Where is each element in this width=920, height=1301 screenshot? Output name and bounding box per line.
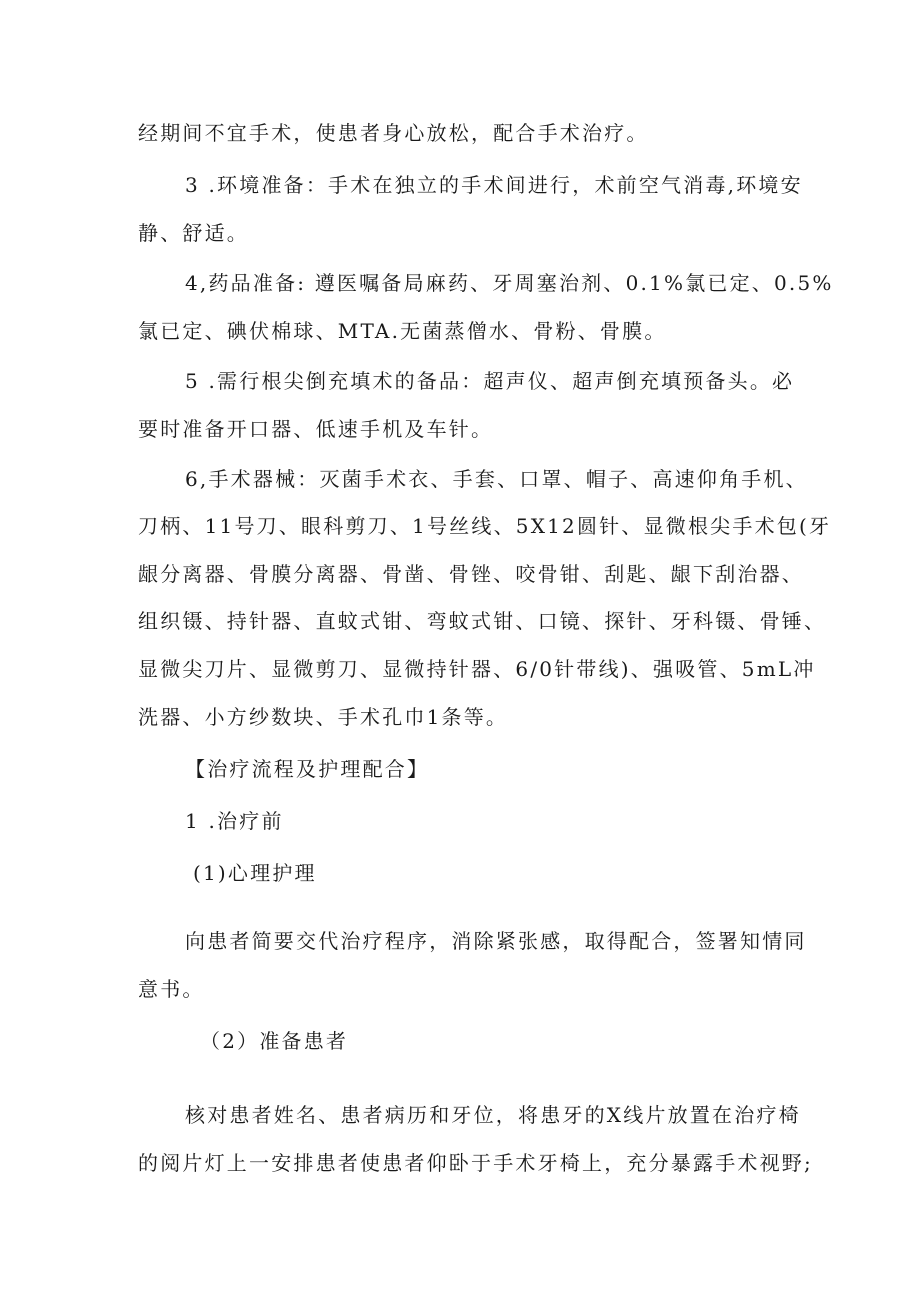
subheading-1: (1)心理护理 bbox=[193, 861, 317, 885]
text-line-18: 意书。 bbox=[138, 977, 205, 1001]
text-line-21: 的阅片灯上一安排患者使患者仰卧于手术牙椅上，充分暴露手术视野; bbox=[138, 1151, 813, 1175]
text-line-2: 3 .环境准备：手术在独立的手术间进行，术前空气消毒,环境安 bbox=[185, 173, 803, 197]
text-line-1: 经期间不宜手术，使患者身心放松，配合手术治疗。 bbox=[138, 121, 649, 145]
text-line-13: 洗器、小方纱数块、手术孔巾1条等。 bbox=[138, 705, 509, 729]
text-line-20: 核对患者姓名、患者病历和牙位，将患牙的X线片放置在治疗椅 bbox=[185, 1103, 801, 1127]
text-line-11: 组织镊、持针器、直蚊式钳、弯蚊式钳、口镜、探针、牙科镊、骨锤、 bbox=[138, 609, 827, 633]
text-line-12: 显微尖刀片、显微剪刀、显微持针器、6/0针带线)、强吸管、5mL冲 bbox=[138, 657, 816, 681]
text-line-4: 4,药品准备: 遵医嘱备局麻药、牙周塞治剂、0.1%氯已定、0.5% bbox=[185, 271, 834, 295]
section-heading: 【治疗流程及护理配合】 bbox=[185, 757, 430, 781]
text-line-9: 刀柄、11号刀、眼科剪刀、1号丝线、5X12圆针、显微根尖手术包(牙 bbox=[138, 514, 832, 538]
text-line-8: 6,手术器械：灭菌手术衣、手套、口罩、帽子、高速仰角手机、 bbox=[185, 467, 808, 491]
text-line-10: 龈分离器、骨膜分离器、骨凿、骨锉、咬骨钳、刮匙、龈下刮治器、 bbox=[138, 562, 804, 586]
text-line-6: 5 .需行根尖倒充填术的备品：超声仪、超声倒充填预备头。必 bbox=[185, 369, 795, 393]
text-line-5: 氯已定、碘伏棉球、MTA.无菌蒸僧水、骨粉、骨膜。 bbox=[138, 319, 667, 343]
text-line-3: 静、舒适。 bbox=[138, 221, 249, 245]
text-line-17: 向患者简要交代治疗程序，消除紧张感，取得配合，签署知情同 bbox=[185, 929, 807, 953]
subheading-2: （2）准备患者 bbox=[200, 1029, 349, 1053]
text-line-7: 要时准备开口器、低速手机及车针。 bbox=[138, 417, 494, 441]
step-heading: 1 .治疗前 bbox=[185, 809, 284, 833]
